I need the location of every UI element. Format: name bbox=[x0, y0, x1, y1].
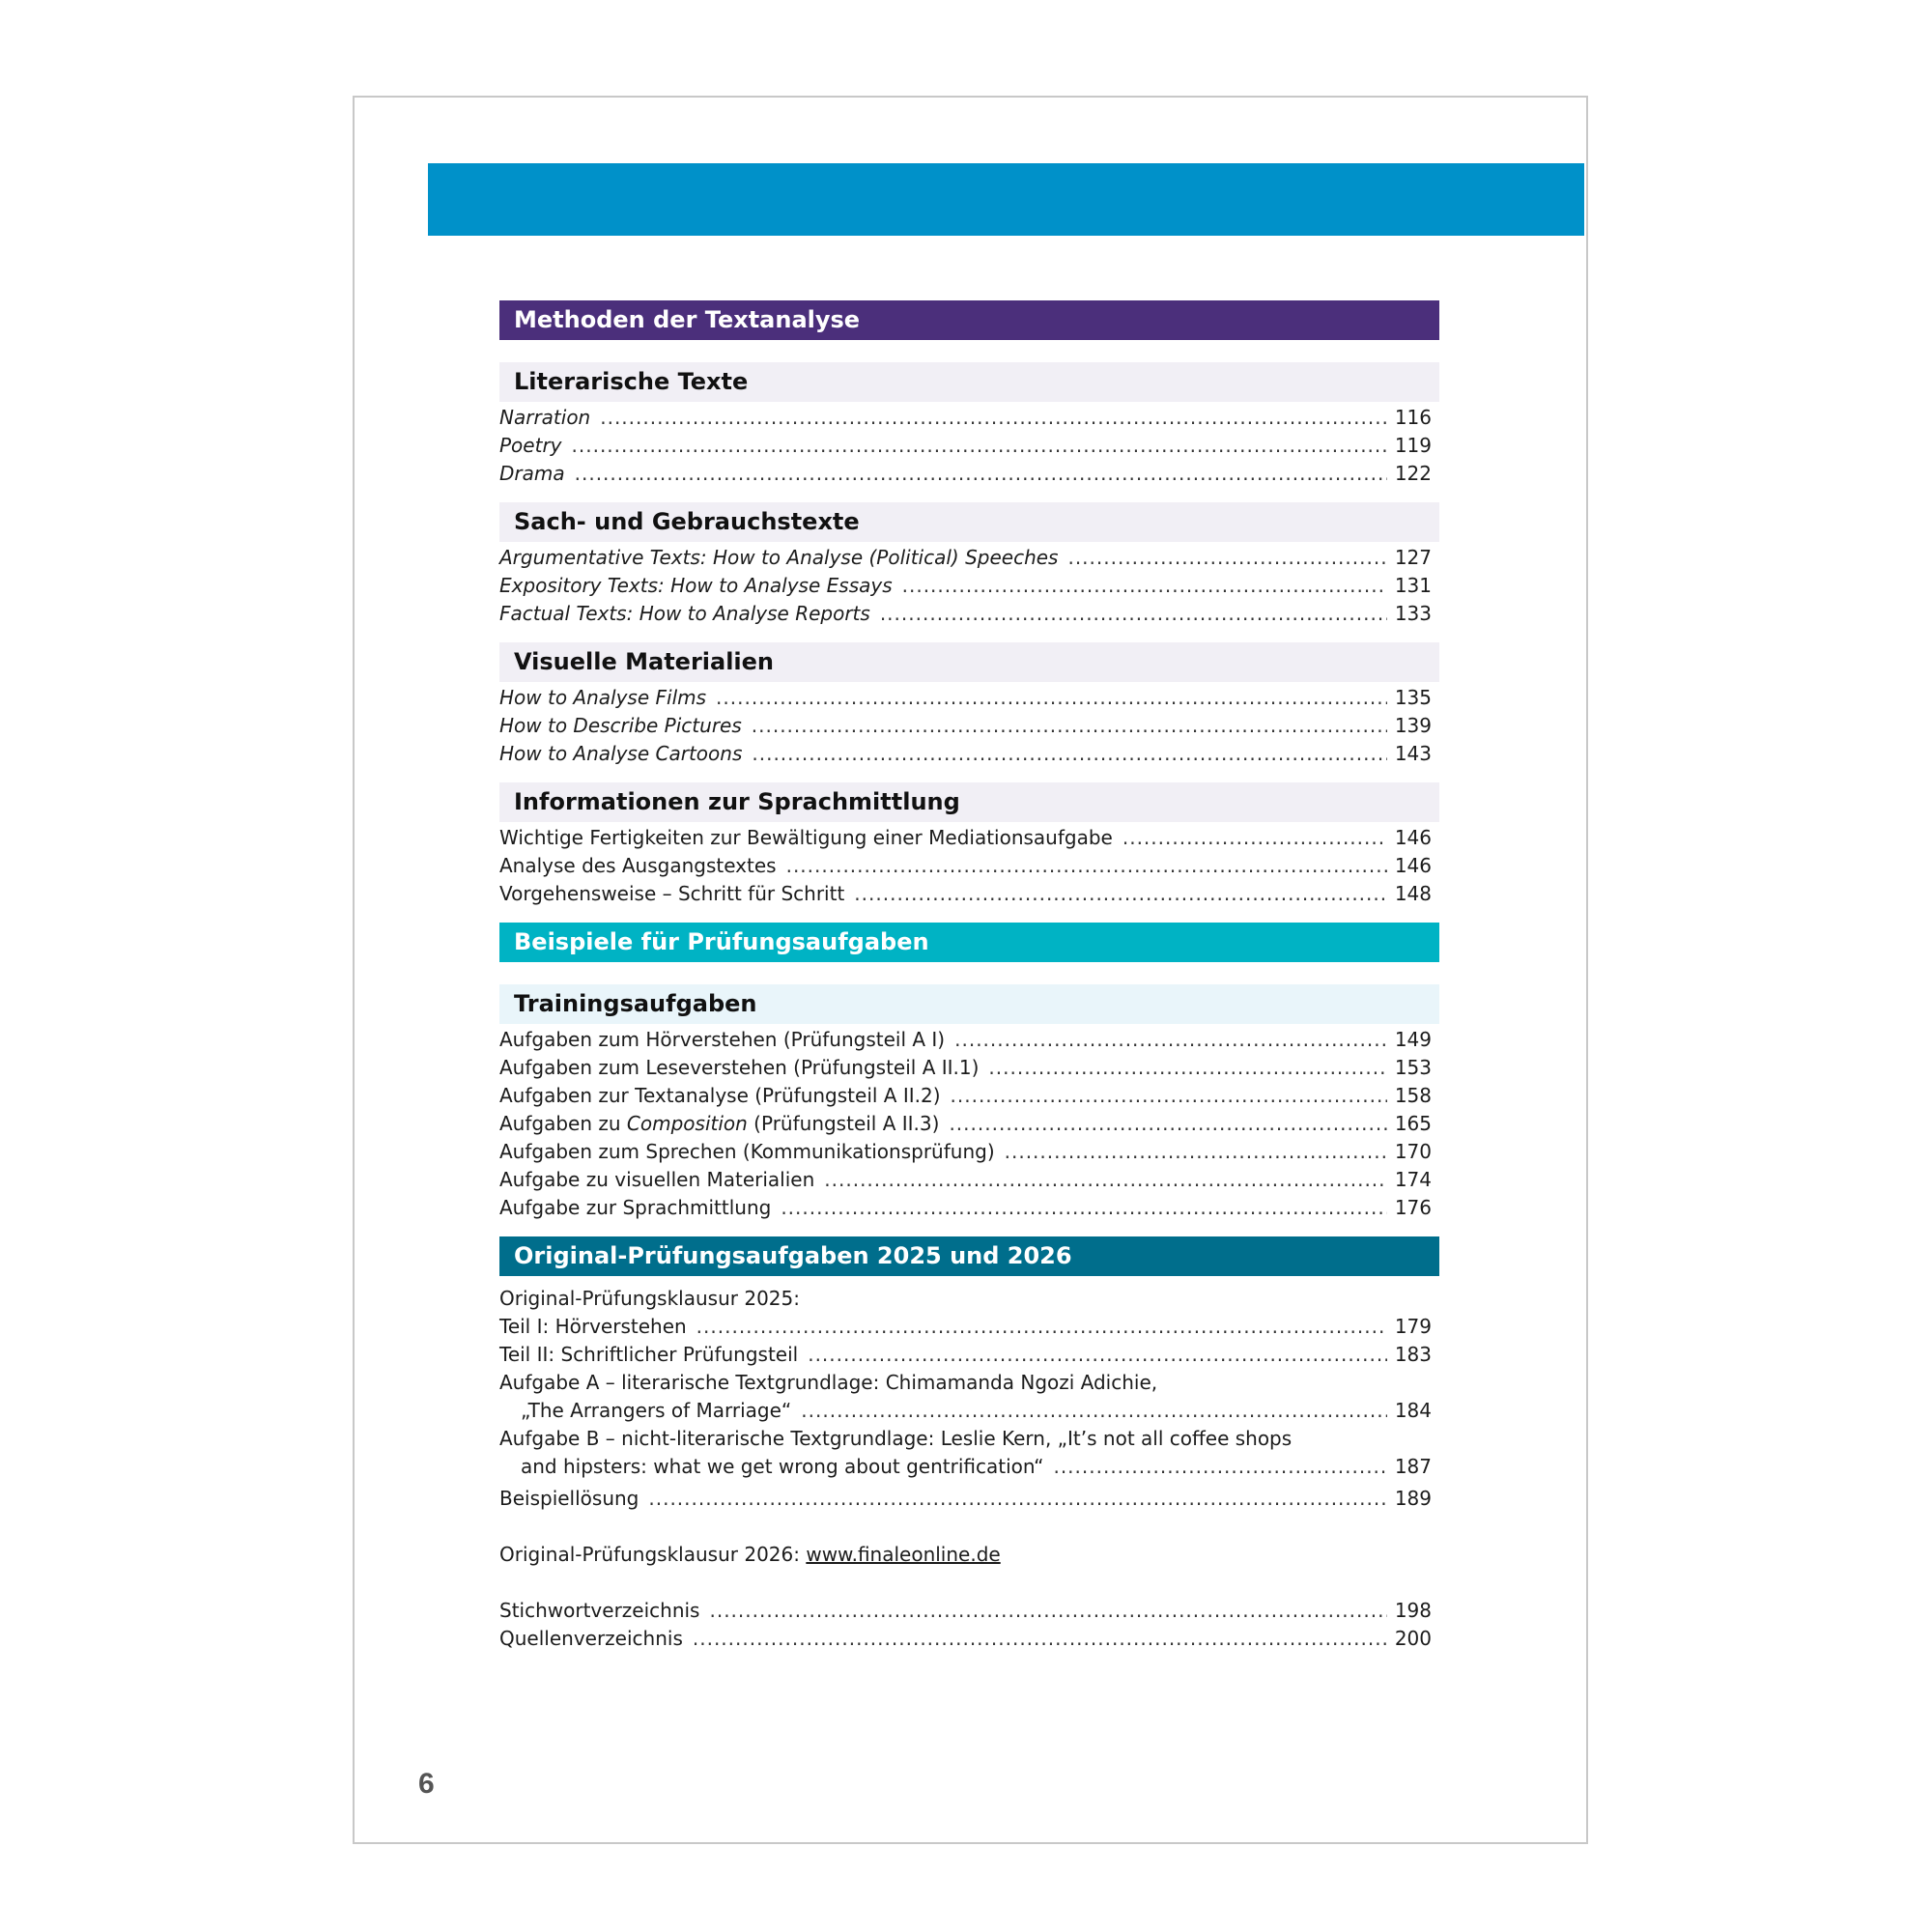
toc-entry-page: 198 bbox=[1394, 1599, 1432, 1622]
leader-dots bbox=[648, 1485, 1387, 1513]
toc-entry[interactable] bbox=[499, 572, 1439, 600]
toc-entry[interactable] bbox=[499, 1194, 1439, 1222]
toc-entry-title: Argumentative Texts: How to Analyse (Political) Speeches bbox=[499, 546, 1059, 569]
toc-entry-title: Wichtige Fertigkeiten zur Bewältigung einer Mediationsaufgabe bbox=[499, 826, 1113, 849]
leader-dots bbox=[954, 1026, 1387, 1054]
toc-entry-page: 187 bbox=[1394, 1455, 1432, 1478]
leader-dots bbox=[1005, 1138, 1387, 1166]
toc-entry-title: and hipsters: what we get wrong about gentrification“ bbox=[521, 1455, 1044, 1478]
toc-entry-page: 148 bbox=[1394, 882, 1432, 905]
toc-entry[interactable] bbox=[499, 1313, 1439, 1341]
toc-entry[interactable] bbox=[499, 1166, 1439, 1194]
leader-dots bbox=[880, 600, 1387, 628]
subheading-sach-gebrauchstexte: Sach- und Gebrauchstexte bbox=[499, 502, 1439, 542]
toc-entry-title: Teil II: Schriftlicher Prüfungsteil bbox=[499, 1343, 799, 1366]
toc-entry-title: Drama bbox=[499, 462, 565, 485]
klausur-2025-label: Original-Prüfungsklausur 2025: bbox=[499, 1287, 800, 1310]
toc-entry-page: 135 bbox=[1394, 686, 1432, 709]
toc-entry-title: Vorgehensweise – Schritt für Schritt bbox=[499, 882, 845, 905]
toc-entry[interactable] bbox=[499, 1625, 1439, 1653]
toc-entry-page: 133 bbox=[1394, 602, 1432, 625]
section-heading-beispiele: Beispiele für Prüfungsaufgaben bbox=[499, 923, 1439, 962]
leader-dots bbox=[1067, 544, 1387, 572]
subheading-sprachmittlung: Informationen zur Sprachmittlung bbox=[499, 782, 1439, 822]
leader-dots bbox=[808, 1341, 1387, 1369]
toc-entry-page: 131 bbox=[1394, 574, 1432, 597]
toc-entry-title: Aufgaben zum Hörverstehen (Prüfungsteil A I) bbox=[499, 1028, 946, 1051]
toc-entry[interactable] bbox=[499, 852, 1439, 880]
toc-entry-page: 149 bbox=[1394, 1028, 1432, 1051]
toc-entry[interactable] bbox=[499, 1054, 1439, 1082]
toc-entry-page: 189 bbox=[1394, 1487, 1432, 1510]
toc-entry-title: Factual Texts: How to Analyse Reports bbox=[499, 602, 870, 625]
toc-entry-page: 158 bbox=[1394, 1084, 1432, 1107]
toc-entry-title: Aufgaben zum Sprechen (Kommunikationsprüfung) bbox=[499, 1140, 995, 1163]
leader-dots bbox=[902, 572, 1387, 600]
toc-entry-page: 174 bbox=[1394, 1168, 1432, 1191]
toc-entry[interactable] bbox=[499, 432, 1439, 460]
toc-entry[interactable] bbox=[499, 824, 1439, 852]
leader-dots bbox=[801, 1397, 1387, 1425]
toc-entry-title: Quellenverzeichnis bbox=[499, 1627, 683, 1650]
toc-entry-page: 146 bbox=[1394, 854, 1432, 877]
toc-entry-title: Poetry bbox=[499, 434, 562, 457]
toc-entry[interactable] bbox=[499, 544, 1439, 572]
toc-entry-page: 179 bbox=[1394, 1315, 1432, 1338]
toc-entry-page: 200 bbox=[1394, 1627, 1432, 1650]
leader-dots bbox=[1122, 824, 1387, 852]
finaleonline-link[interactable]: www.finaleonline.de bbox=[806, 1543, 1001, 1566]
toc-entry-title-part: (Prüfungsteil A II.3) bbox=[747, 1112, 940, 1135]
toc-entry-title: Aufgabe zu visuellen Materialien bbox=[499, 1168, 815, 1191]
toc-entry[interactable] bbox=[499, 712, 1439, 740]
leader-dots bbox=[988, 1054, 1387, 1082]
toc-entry-title: Narration bbox=[499, 406, 591, 429]
toc-entry-title: Beispiellösung bbox=[499, 1487, 639, 1510]
page-number: 6 bbox=[418, 1768, 435, 1800]
toc-entry-title bbox=[499, 1110, 939, 1138]
toc-entry-page: 127 bbox=[1394, 546, 1432, 569]
aufgabe-b-title: Aufgabe B – nicht-literarische Textgrundlage: Leslie Kern, „It’s not all coffee shops bbox=[499, 1427, 1293, 1450]
leader-dots bbox=[781, 1194, 1387, 1222]
subheading-literarische-texte: Literarische Texte bbox=[499, 362, 1439, 402]
leader-dots bbox=[854, 880, 1387, 908]
toc-entry[interactable] bbox=[499, 1485, 1439, 1513]
aufgabe-a-title: Aufgabe A – literarische Textgrundlage: Chimamanda Ngozi Adichie, bbox=[499, 1371, 1158, 1394]
toc-entry-page: 139 bbox=[1394, 714, 1432, 737]
toc-entry-page: 176 bbox=[1394, 1196, 1432, 1219]
toc-entry-page: 153 bbox=[1394, 1056, 1432, 1079]
klausur-2026-line bbox=[499, 1541, 1439, 1569]
toc-entry[interactable] bbox=[499, 600, 1439, 628]
leader-dots bbox=[949, 1110, 1387, 1138]
toc-entry[interactable] bbox=[499, 1597, 1439, 1625]
toc-entry-title: How to Describe Pictures bbox=[499, 714, 742, 737]
toc-entry-title: How to Analyse Cartoons bbox=[499, 742, 743, 765]
toc-entry[interactable] bbox=[499, 1138, 1439, 1166]
toc-entry[interactable] bbox=[499, 404, 1439, 432]
leader-dots bbox=[575, 460, 1387, 488]
toc-entry[interactable] bbox=[499, 1082, 1439, 1110]
section-heading-methoden: Methoden der Textanalyse bbox=[499, 300, 1439, 340]
leader-dots bbox=[824, 1166, 1387, 1194]
toc-entry-title: Expository Texts: How to Analyse Essays bbox=[499, 574, 893, 597]
toc-entry[interactable] bbox=[499, 880, 1439, 908]
toc-entry-title-italic: Composition bbox=[626, 1112, 748, 1135]
leader-dots bbox=[709, 1597, 1387, 1625]
toc-entry[interactable] bbox=[499, 460, 1439, 488]
klausur-2026-label: Original-Prüfungsklausur 2026: bbox=[499, 1543, 807, 1566]
toc-entry-title: Aufgaben zur Textanalyse (Prüfungsteil A II.2) bbox=[499, 1084, 941, 1107]
toc-entry-page: 119 bbox=[1394, 434, 1432, 457]
leader-dots bbox=[951, 1082, 1387, 1110]
leader-dots bbox=[752, 740, 1387, 768]
subheading-trainingsaufgaben: Trainingsaufgaben bbox=[499, 984, 1439, 1024]
leader-dots bbox=[1053, 1453, 1387, 1481]
toc-entry[interactable] bbox=[499, 1110, 1439, 1138]
toc-entry-page: 170 bbox=[1394, 1140, 1432, 1163]
leader-dots bbox=[786, 852, 1387, 880]
toc-entry[interactable] bbox=[499, 1341, 1439, 1369]
section-heading-original: Original-Prüfungsaufgaben 2025 und 2026 bbox=[499, 1236, 1439, 1276]
table-of-contents bbox=[499, 300, 1439, 1653]
toc-entry[interactable] bbox=[499, 740, 1439, 768]
toc-entry-page: 184 bbox=[1394, 1399, 1432, 1422]
leader-dots bbox=[600, 404, 1387, 432]
leader-dots bbox=[752, 712, 1387, 740]
toc-entry-page: 122 bbox=[1394, 462, 1432, 485]
toc-entry-title: Teil I: Hörverstehen bbox=[499, 1315, 687, 1338]
leader-dots bbox=[693, 1625, 1387, 1653]
toc-entry-page: 183 bbox=[1394, 1343, 1432, 1366]
leader-dots bbox=[572, 432, 1387, 460]
toc-entry-page: 116 bbox=[1394, 406, 1432, 429]
toc-entry-title: „The Arrangers of Marriage“ bbox=[521, 1399, 792, 1422]
toc-entry-title: Aufgabe zur Sprachmittlung bbox=[499, 1196, 772, 1219]
toc-entry-title: How to Analyse Films bbox=[499, 686, 707, 709]
toc-entry[interactable] bbox=[499, 684, 1439, 712]
toc-entry-page: 146 bbox=[1394, 826, 1432, 849]
toc-entry-page: 143 bbox=[1394, 742, 1432, 765]
toc-entry-title-part: Aufgaben zu bbox=[499, 1112, 627, 1135]
toc-entry[interactable] bbox=[499, 1453, 1439, 1481]
toc-entry-page: 165 bbox=[1394, 1112, 1432, 1135]
toc-entry[interactable] bbox=[499, 1397, 1439, 1425]
leader-dots bbox=[696, 1313, 1387, 1341]
toc-entry-title: Analyse des Ausgangstextes bbox=[499, 854, 777, 877]
toc-entry-title: Stichwortverzeichnis bbox=[499, 1599, 700, 1622]
subheading-visuelle-materialien: Visuelle Materialien bbox=[499, 642, 1439, 682]
toc-entry-title: Aufgaben zum Leseverstehen (Prüfungsteil A II.1) bbox=[499, 1056, 980, 1079]
header-band bbox=[428, 163, 1584, 236]
leader-dots bbox=[716, 684, 1387, 712]
toc-entry[interactable] bbox=[499, 1026, 1439, 1054]
